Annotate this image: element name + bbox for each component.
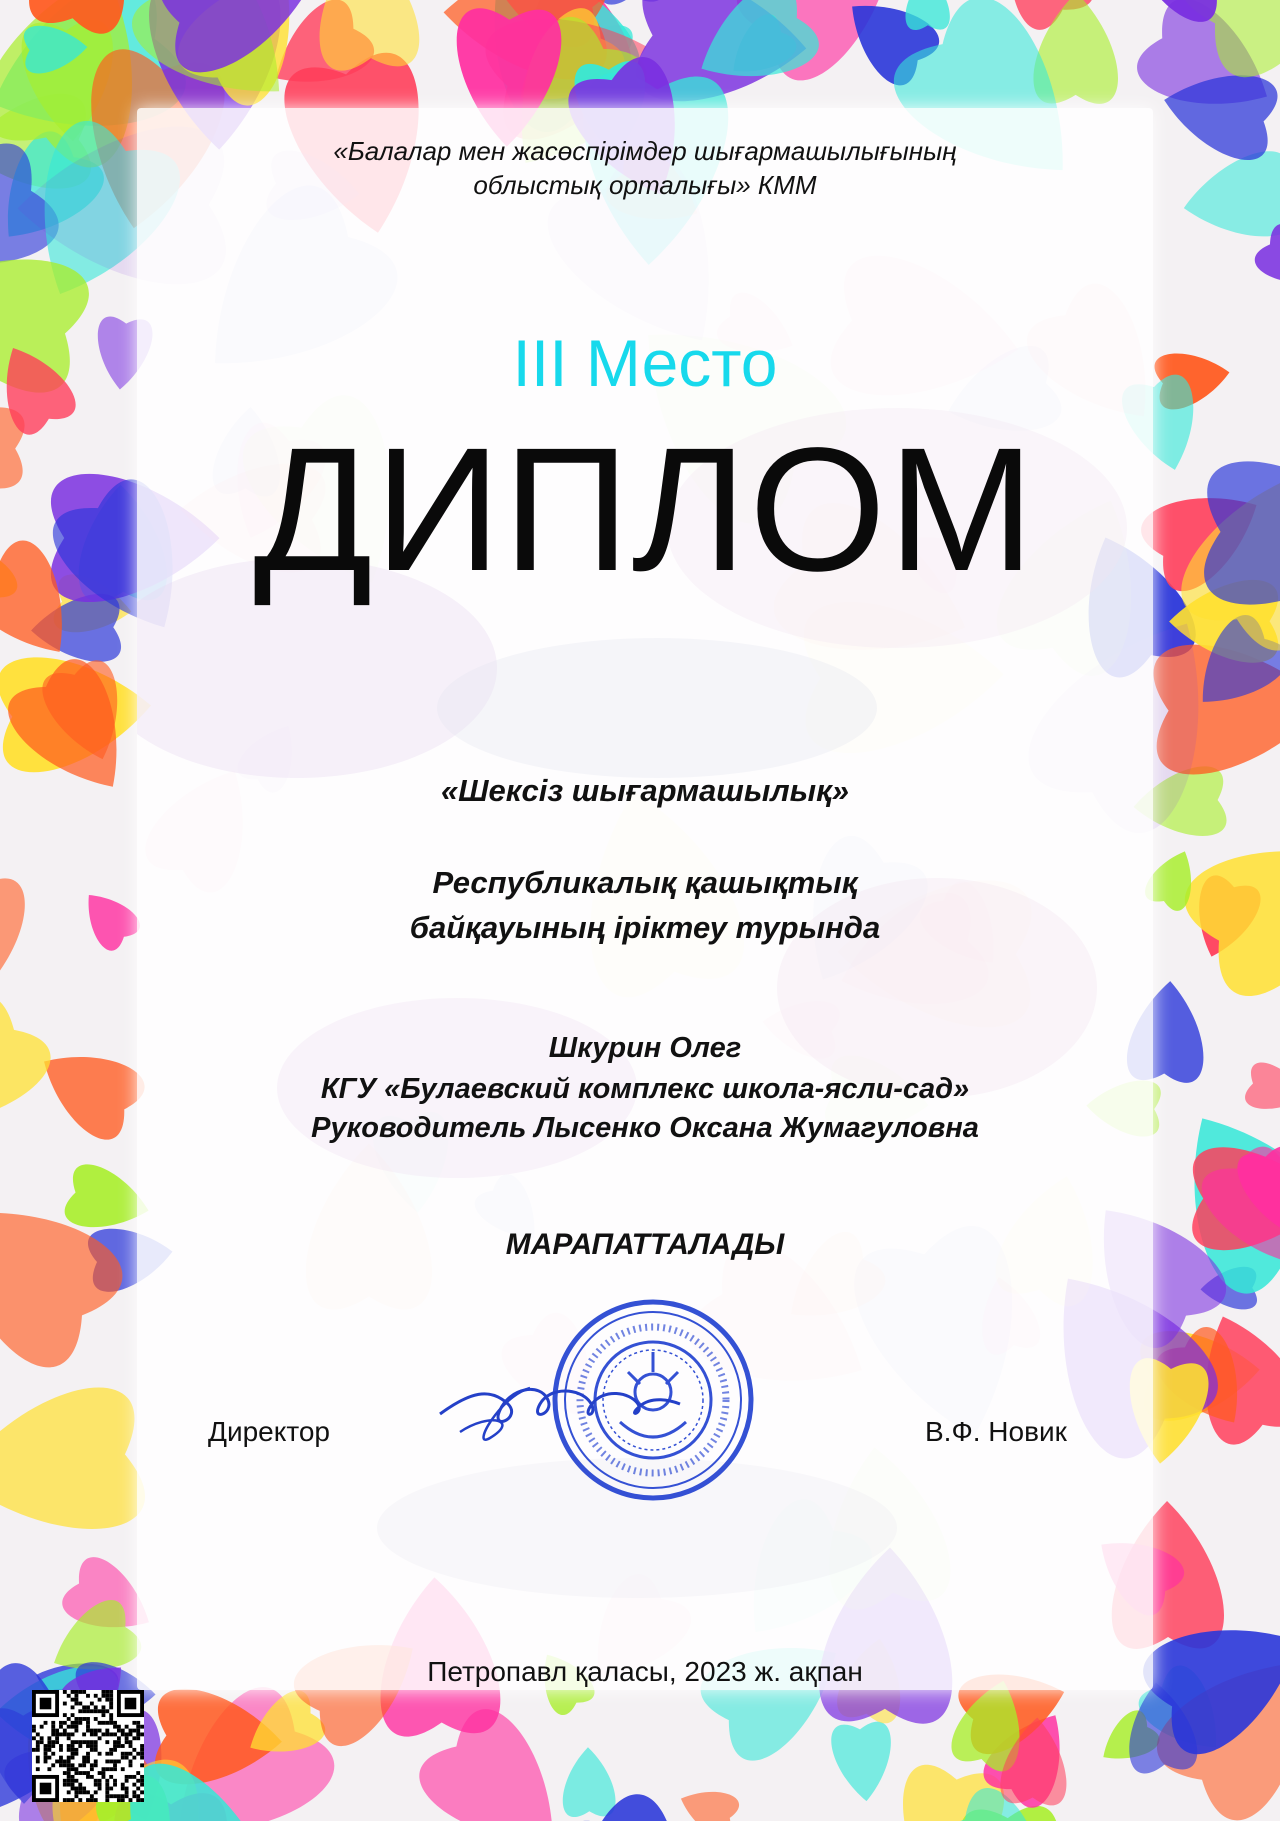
diploma-title: ДИПЛОМ (253, 412, 1037, 608)
contest-round-line-2: байқауының іріктеу турында (409, 910, 881, 945)
contest-name: «Шексіз шығармашылық» (440, 773, 850, 808)
signatory-role: Директор (208, 1416, 330, 1447)
footer-place-date: Петропавл қаласы, 2023 ж. ақпан (427, 1656, 863, 1687)
contest-round-line-1: Республикалық қашықтық (432, 865, 858, 900)
organization-line-1: «Балалар мен жасөспірімдер шығармашылығының (333, 136, 957, 166)
recipient-supervisor: Руководитель Лысенко Оксана Жумагуловна (311, 1112, 979, 1144)
recipient-name: Шкурин Олег (548, 1032, 742, 1064)
awarded-text: МАРАПАТТАЛАДЫ (505, 1228, 785, 1261)
seal-and-signature (430, 1292, 770, 1512)
qr-code-icon[interactable] (32, 1690, 144, 1802)
signatory-name: В.Ф. Новик (925, 1416, 1067, 1447)
place-label: III Место (512, 326, 778, 400)
recipient-organization: КГУ «Булаевский комплекс школа-ясли-сад» (320, 1073, 970, 1105)
organization-line-2: облыстық орталығы» КММ (473, 170, 817, 200)
